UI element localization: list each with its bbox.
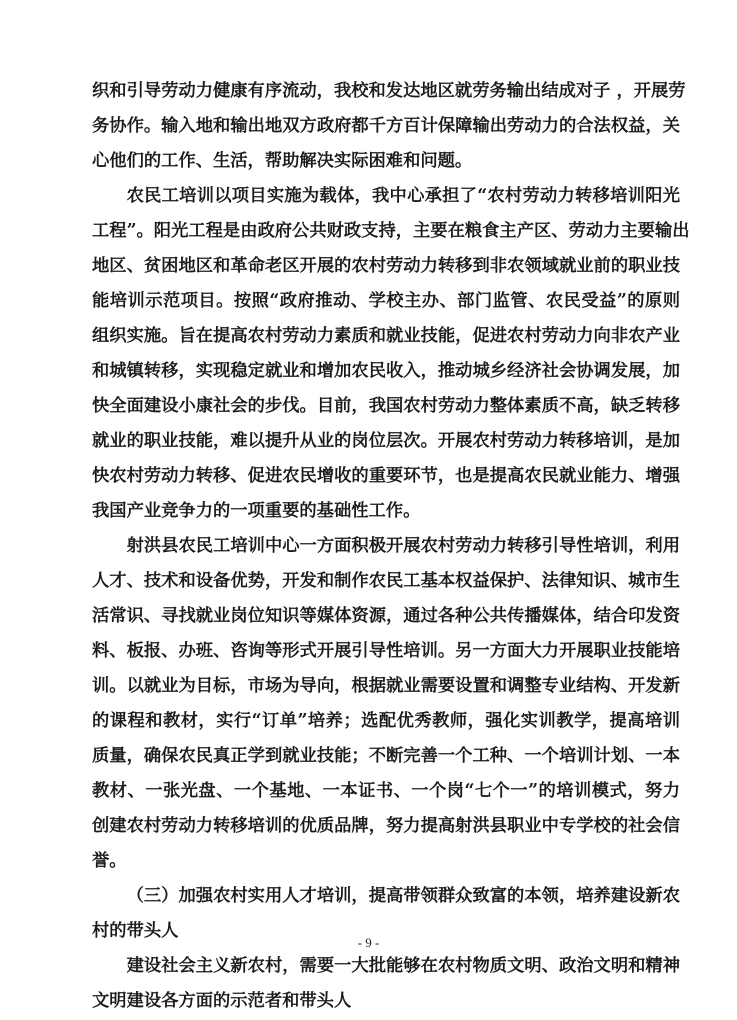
text-line: 农民工培训以项目实施为载体，我中心承担了“农村劳动力转移培训阳光	[126, 186, 680, 206]
text-line: 活常识、寻找就业岗位知识等媒体资源，通过各种公共传播媒体，结合印发资	[92, 606, 680, 626]
text-line: 人才、技术和设备优势，开发和制作农民工基本权益保护、法律知识、城市生	[92, 571, 680, 591]
text-line: 和城镇转移，实现稳定就业和增加农民收入，推动城乡经济社会协调发展，加	[92, 361, 680, 381]
text-line: 教材、一张光盘、一个基地、一本证书、一个岗“七个一”的培训模式，努力	[92, 781, 680, 801]
text-line: 快全面建设小康社会的步伐。目前，我国农村劳动力整体素质不高，缺乏转移	[92, 396, 680, 416]
text-line: 心他们的工作、生活，帮助解决实际困难和问题。	[92, 151, 473, 171]
text-line: 文明建设各方面的示范者和带头人	[92, 991, 352, 1011]
text-line: 我国产业竞争力的一项重要的基础性工作。	[92, 501, 421, 521]
text-line: 射洪县农民工培训中心一方面积极开展农村劳动力转移引导性培训，利用	[126, 536, 680, 556]
text-line: 织和引导劳动力健康有序流动，我校和发达地区就劳务输出结成对子 ，开展劳	[92, 81, 686, 101]
text-line: 料、板报、办班、咨询等形式开展引导性培训。另一方面大力开展职业技能培	[92, 641, 680, 661]
text-line: 村的带头人	[92, 921, 179, 941]
text-line: （三）加强农村实用人才培训，提高带领群众致富的本领，培养建设新农	[126, 886, 680, 906]
page-number: - 9 -	[357, 935, 380, 950]
text-line: 建设社会主义新农村，需要一大批能够在农村物质文明、政治文明和精神	[126, 956, 680, 976]
text-line: 创建农村劳动力转移培训的优质品牌，努力提高射洪县职业中专学校的社会信	[92, 816, 680, 836]
text-line: 工程”。阳光工程是由政府公共财政支持，主要在粮食主产区、劳动力主要输出	[92, 221, 690, 241]
text-line: 快农村劳动力转移、促进农民增收的重要环节，也是提高农民就业能力、增强	[92, 466, 680, 486]
text-line: 质量，确保农民真正学到就业技能；不断完善一个工种、一个培训计划、一本	[92, 746, 680, 766]
text-line: 训。以就业为目标，市场为导向，根据就业需要设置和调整专业结构、开发新	[92, 676, 680, 696]
body-text	[92, 74, 690, 1019]
text-line: 的课程和教材，实行“订单”培养；选配优秀教师，强化实训教学，提高培训	[92, 711, 680, 731]
text-line: 誉。	[92, 851, 127, 871]
text-line: 就业的职业技能，难以提升从业的岗位层次。开展农村劳动力转移培训，是加	[92, 431, 680, 451]
text-line: 地区、贫困地区和革命老区开展的农村劳动力转移到非农领域就业前的职业技	[92, 256, 680, 276]
text-line: 能培训示范项目。按照“政府推动、学校主办、部门监管、农民受益”的原则	[92, 291, 680, 311]
text-line: 组织实施。旨在提高农村劳动力素质和就业技能，促进农村劳动力向非农产业	[92, 326, 680, 346]
text-line: 务协作。输入地和输出地双方政府都千方百计保障输出劳动力的合法权益，关	[92, 116, 680, 136]
